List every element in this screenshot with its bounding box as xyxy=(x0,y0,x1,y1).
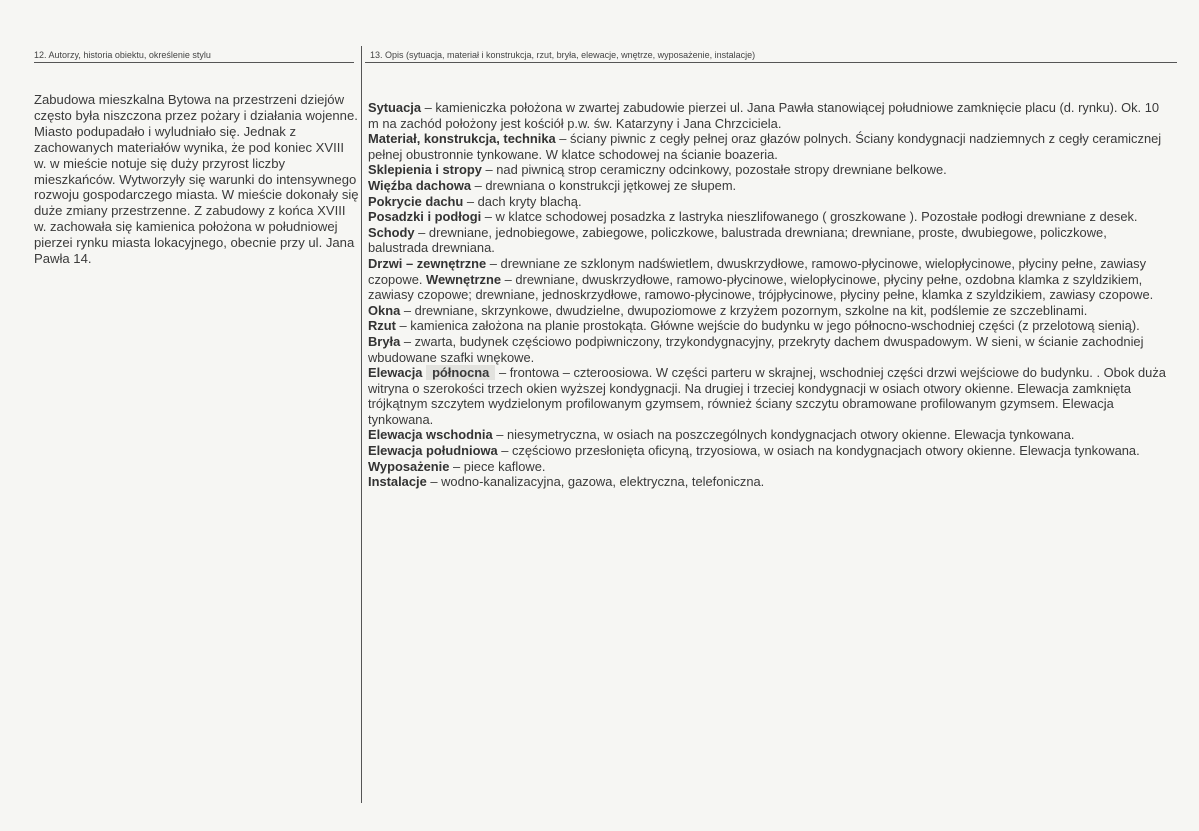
entry-drzwi xyxy=(368,256,1168,303)
entry-text: – kamienica założona na planie prostokąta. Główne wejście do budynku w jego północno-wschodniej części (z przelotową sienią). xyxy=(395,318,1140,334)
entry-label: Bryła xyxy=(368,333,401,349)
entry-bryla xyxy=(368,334,1168,365)
entry-rzut xyxy=(368,318,1168,334)
entry-text: – dach kryty blachą. xyxy=(463,193,582,209)
entry-sklepienia xyxy=(368,162,1168,178)
entry-text: – nad piwnicą strop ceramiczny odcinkowy, pozostałe stropy drewniane belkowe. xyxy=(481,162,947,178)
entry-schody xyxy=(368,225,1168,256)
entry-label: Posadzki i podłogi xyxy=(368,209,482,225)
entry-elewacja-poludniowa xyxy=(368,443,1168,459)
header-rule-right xyxy=(365,62,1177,63)
history-column xyxy=(34,92,359,267)
entry-wiezba xyxy=(368,178,1168,194)
section-13-header: 13. Opis (sytuacja, materiał i konstrukcja, rzut, bryła, elewacje, wnętrze, wyposażenie, instalacje) xyxy=(370,50,756,60)
entry-label: Drzwi – zewnętrzne xyxy=(368,255,487,271)
entry-elewacja-wschodnia xyxy=(368,427,1168,443)
history-text: Zabudowa mieszkalna Bytowa na przestrzeni dziejów często była niszczona przez pożary i działania wojenne. Miasto podupadało i wyludniało się. Jednak z zachowanych materiałów wynika, że pod koniec XVIII w. w mieście notuje się duży przyrost liczby mieszkańców. Wytworzyły się warunki do intensywnego rozwoju gospodarczego miasta. W mieście dokonały się duże zmiany przestrzenne. Z zabudowy z końca XVIII w. zachowała się kamienica położona w południowej pierzei rynku miasta lokacyjnego, obecnie przy ul. Jana Pawła 14. xyxy=(34,92,359,267)
entry-wyposazenie xyxy=(368,459,1168,475)
entry-posadzki xyxy=(368,209,1168,225)
entry-text: – drewniane, skrzynkowe, dwudzielne, dwupoziomowe z krzyżem pozornym, szkolne na kit, podślemie ze szczeblinami. xyxy=(400,302,1088,318)
entry-label: Wyposażenie xyxy=(368,458,450,474)
header-rule-left xyxy=(34,62,354,63)
entry-label: Schody xyxy=(368,224,415,240)
entry-label: Elewacja xyxy=(368,365,423,381)
entry-text: – częściowo przesłonięta oficyną, trzyosiowa, w osiach na kondygnacjach otwory okienne. Elewacja tynkowana. xyxy=(497,443,1140,459)
description-column xyxy=(368,100,1168,490)
entry-text-secondary: – drewniane, dwuskrzydłowe, ramowo-płycinowe, wielopłycinowe, płyciny pełne, ozdobna klamka z szyldzikiem, zawiasy czopowe; drewniane, jednoskrzydłowe, ramowo-płycinowe, trójpłycinowe, płyciny pełne, klamka z szyldzikiem, zawiasy czopowe. xyxy=(368,271,1154,303)
entry-sytuacja xyxy=(368,100,1168,131)
entry-label: Rzut xyxy=(368,318,396,334)
entry-text: – drewniana o konstrukcji jętkowej ze słupem. xyxy=(471,177,737,193)
entry-text: – niesymetryczna, w osiach na poszczególnych kondygnacjach otwory okienne. Elewacja tynkowana. xyxy=(492,427,1075,443)
entry-text: – drewniane ze szklonym nadświetlem, dwuskrzydłowe, ramowo-płycinowe, wielopłycinowe, płyciny pełne, zawiasy czopowe. xyxy=(368,255,1147,287)
entry-instalacje xyxy=(368,474,1168,490)
entry-text: – w klatce schodowej posadzka z lastryka nieszlifowanego ( groszkowane ). Pozostałe podłogi drewniane z desek. xyxy=(481,209,1138,225)
entry-pokrycie xyxy=(368,194,1168,210)
section-12-header: 12. Autorzy, historia obiektu, określenie stylu xyxy=(34,50,211,60)
entry-label: Materiał, konstrukcja, technika xyxy=(368,131,556,147)
entry-label: Więźba dachowa xyxy=(368,177,472,193)
entry-material xyxy=(368,131,1168,162)
entry-label: Instalacje xyxy=(368,474,427,490)
entry-okna xyxy=(368,303,1168,319)
entry-label: Sklepienia i stropy xyxy=(368,162,482,178)
entry-text: – ściany piwnic z cegły pełnej oraz głazów polnych. Ściany kondygnacji nadziemnych z cegły ceramicznej pełnej obustronnie tynkowane. W klatce schodowej na ścianie boazeria. xyxy=(368,131,1162,162)
entry-label-secondary: Wewnętrzne xyxy=(426,271,502,287)
highlighted-label: północna xyxy=(426,365,495,380)
entry-text: – kamieniczka położona w zwartej zabudowie pierzei ul. Jana Pawła stanowiącej południowe zamknięcie placu (d. rynku). Ok. 10 m na zachód położony jest kościół p.w. św. Katarzyny i Jana Chrzciciela. xyxy=(368,100,1160,131)
entry-text: – zwarta, budynek częściowo podpiwniczony, trzykondygnacyjny, przekryty dachem dwuspadowym. W sieni, w ścianie zachodniej wbudowane szafki wnękowe. xyxy=(368,333,1144,365)
column-divider xyxy=(361,46,362,803)
entry-label: Okna xyxy=(368,302,401,318)
entry-label: Sytuacja xyxy=(368,100,422,115)
entry-text: – piece kaflowe. xyxy=(449,458,546,474)
entry-text: – wodno-kanalizacyjna, gazowa, elektryczna, telefoniczna. xyxy=(426,474,765,490)
entry-elewacja-polnocna xyxy=(368,365,1168,427)
entry-text: – frontowa – czteroosiowa. W części parteru w skrajnej, wschodniej części drzwi wejściowe do budynku. . Obok duża witryna o szerokości trzech okien wyższej kondygnacji. Na drugiej i trzeciej kondygnacji w osiach otwory okienne. Elewacja zamknięta trójkątnym szczytem wydzielonym profilowanym gzymsem, również ściany szczytu obramowane profilowanym gzymsem. Elewacja tynkowana. xyxy=(368,365,1166,427)
entry-text: – drewniane, jednobiegowe, zabiegowe, policzkowe, balustrada drewniana; drewniane, proste, dwubiegowe, policzkowe, balustrada drewniana. xyxy=(368,224,1107,256)
entry-label: Pokrycie dachu xyxy=(368,193,464,209)
entry-label: Elewacja wschodnia xyxy=(368,427,493,443)
entry-label: Elewacja południowa xyxy=(368,443,498,459)
